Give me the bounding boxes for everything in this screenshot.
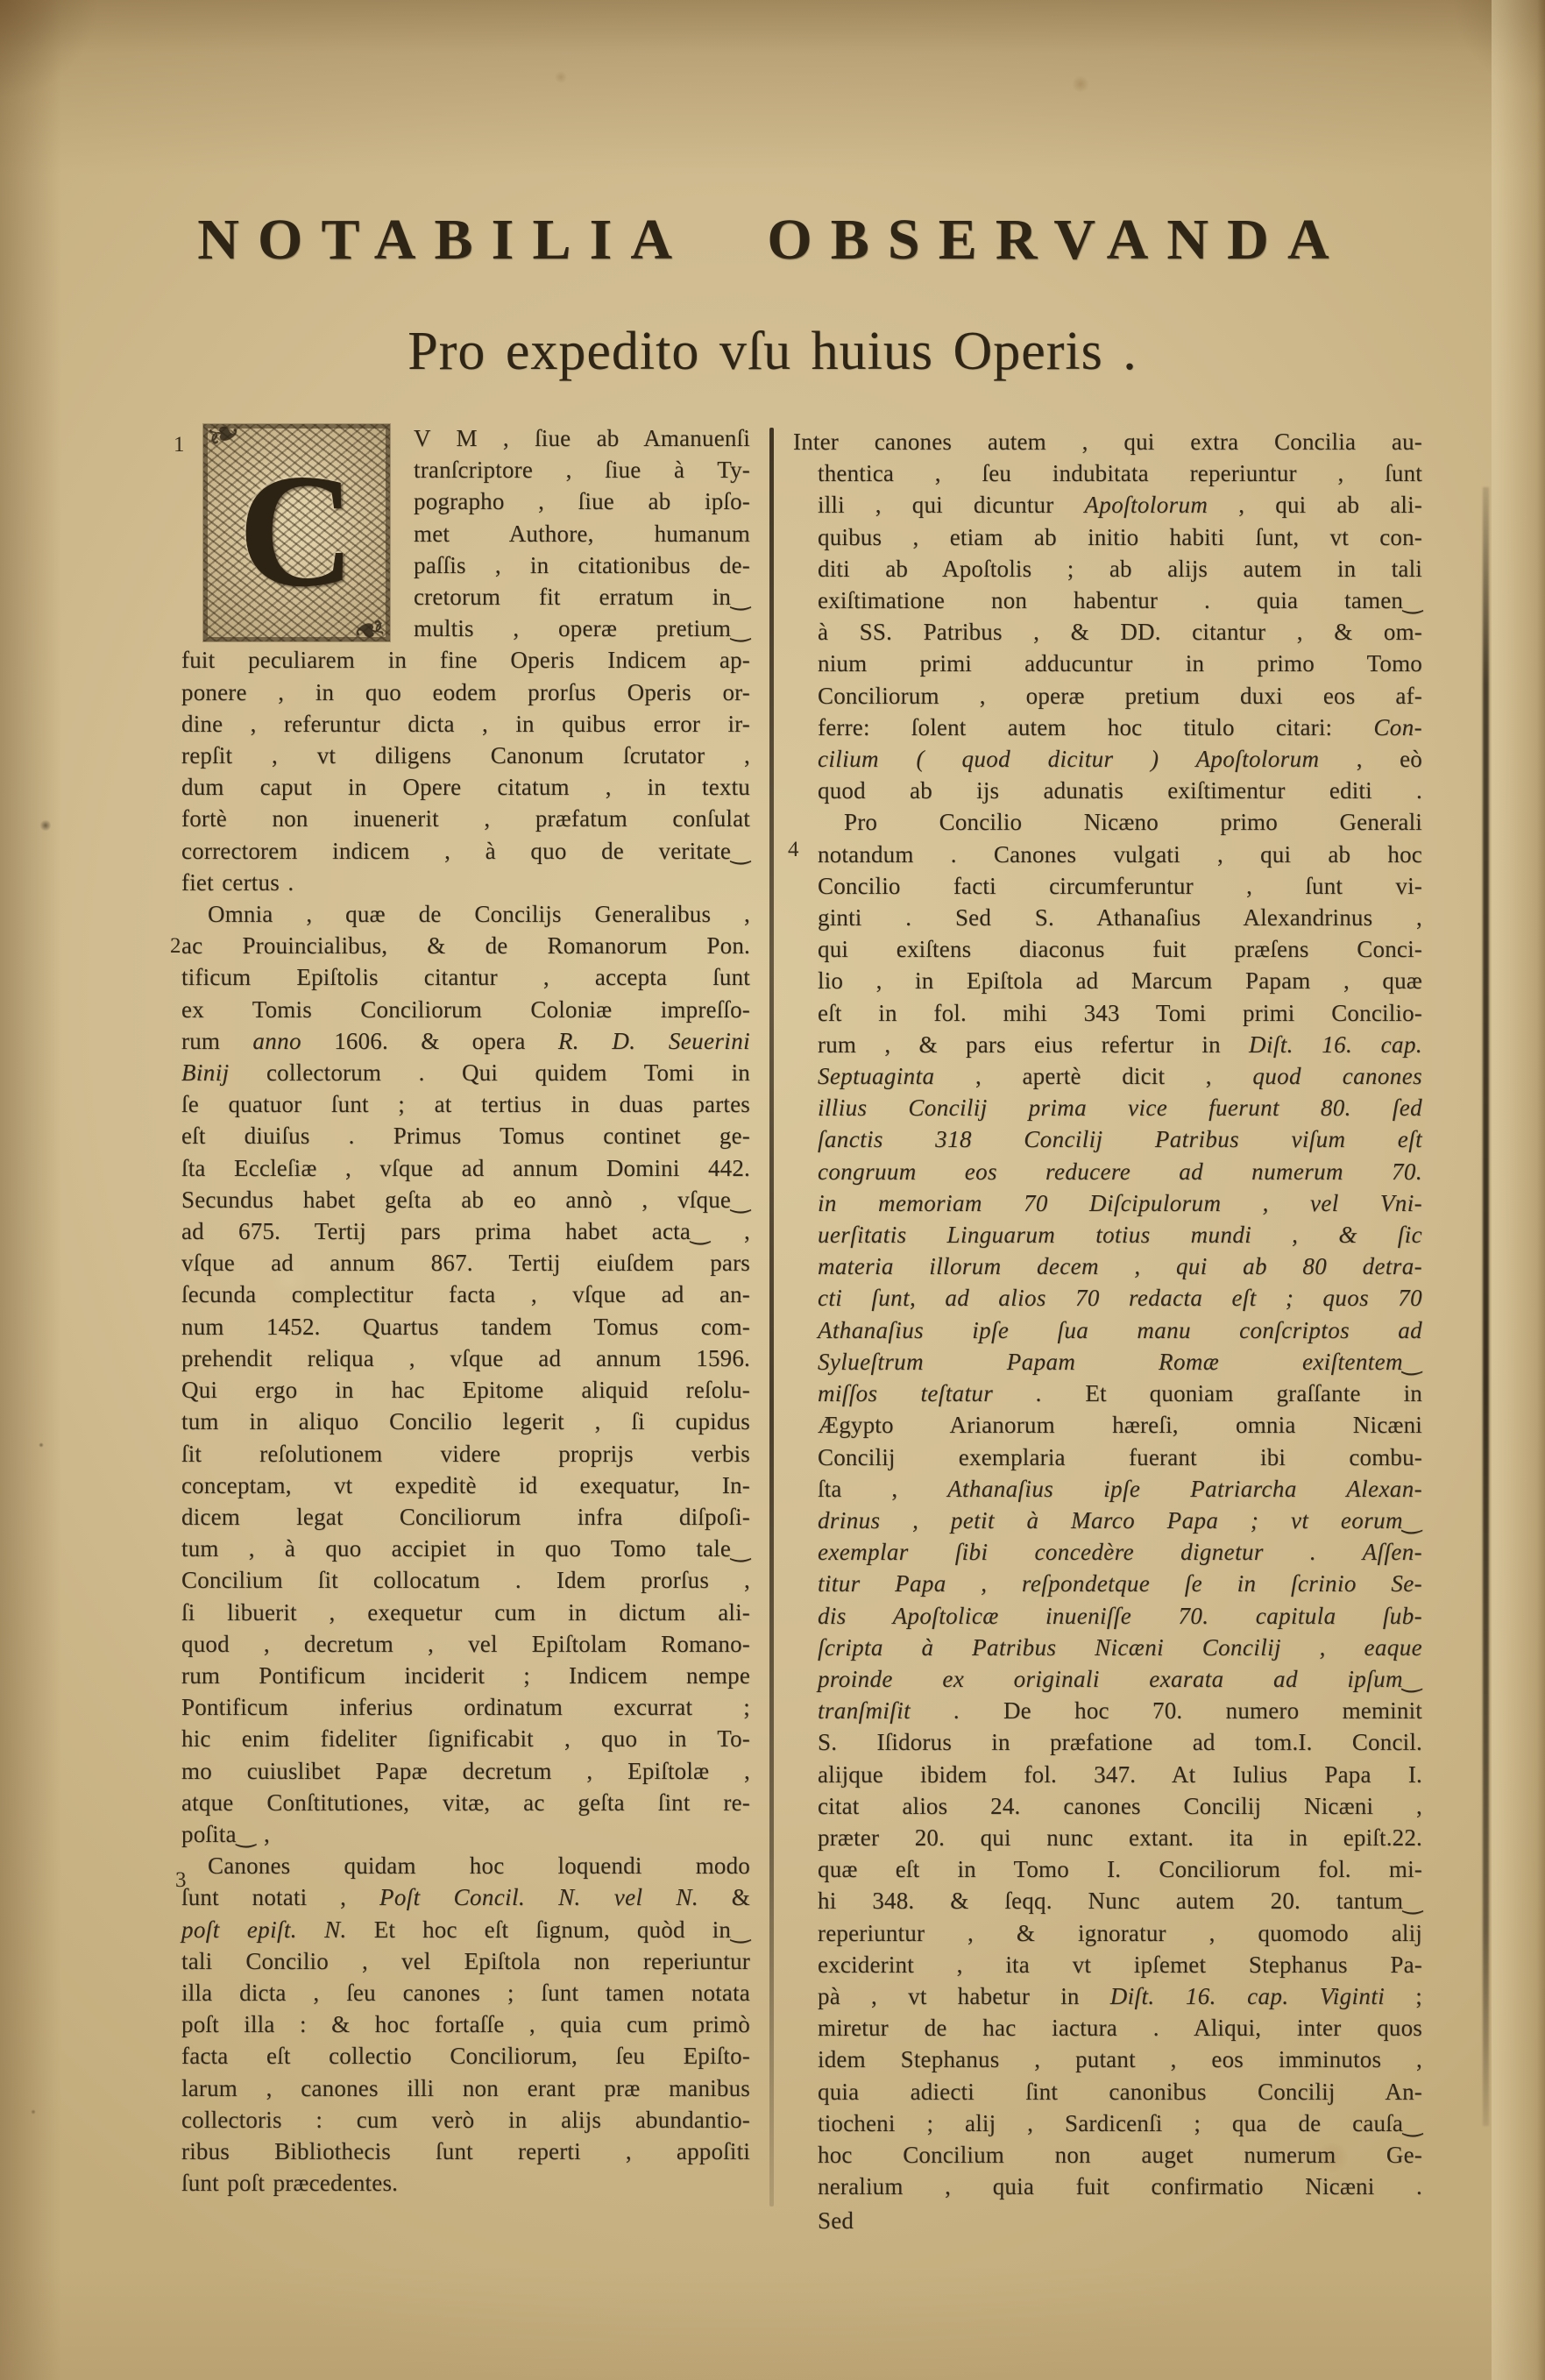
foliage-ornament-icon: ❧ — [345, 602, 393, 657]
text-line: collectoris : cum verò in alijs abundantio- — [181, 2106, 750, 2133]
text-line: nium primi adducuntur in primo Tomo — [818, 650, 1422, 677]
text-line: rum Pontificum inciderit ; Indicem nempe — [181, 1661, 750, 1689]
text-line: exiſtimatione non habentur . quia tamen‿ — [818, 587, 1422, 614]
text-line: illa dicta , ſeu canones ; ſunt tamen notata — [181, 1979, 750, 2006]
text-line: præter 20. qui nunc extant. ita in epiſt.22. — [818, 1824, 1422, 1851]
paragraph-number: 3 — [175, 1868, 187, 1892]
drop-cap-letter: C — [237, 441, 356, 621]
text-line: ginti . Sed S. Athanaſius Alexandrinus , — [818, 904, 1422, 931]
text-line: ſcripta à Patribus Nicæni Concilij , eaque — [818, 1633, 1422, 1661]
page-edge-line — [1483, 487, 1489, 2126]
text-line: Concilium ſit collocatum . Idem prorſus , — [181, 1567, 750, 1594]
text-line: exciderint , ita vt ipſemet Stephanus Pa- — [818, 1951, 1422, 1978]
text-line: S. Iſidorus in præfatione ad tom.I. Concil. — [818, 1729, 1422, 1756]
text-line: rum , & pars eius refertur in Diſt. 16. cap. — [818, 1031, 1422, 1058]
paragraph-number: 4 — [788, 838, 799, 861]
text-line: cilium ( quod dicitur ) Apoſtolorum , eò — [818, 746, 1423, 773]
text-line: poſt epiſt. N. Et hoc eſt ſignum, quòd in‿ — [181, 1916, 750, 1943]
text-line: à SS. Patribus , & DD. citantur , & om- — [818, 619, 1422, 646]
text-line: tiocheni ; alij , Sardicenſi ; qua de cauſa‿ — [818, 2109, 1422, 2136]
text-line: atque Conſtitutiones, vitæ, ac geſta ſint re- — [181, 1789, 750, 1816]
text-line: ex Tomis Conciliorum Coloniæ impreſſo- — [181, 995, 750, 1023]
text-line: Conciliorum , operæ pretium duxi eos af- — [818, 682, 1422, 709]
text-line: Binij collectorum . Qui quidem Tomi in — [181, 1059, 750, 1087]
column-divider-rule — [769, 428, 774, 2206]
text-line: alijque ibidem fol. 347. At Iulius Papa I. — [818, 1760, 1422, 1788]
right-column — [793, 426, 1423, 2237]
text-line: ſta Eccleſiæ , vſque ad annum Domini 442. — [181, 1154, 750, 1181]
text-line: pà , vt habetur in Diſt. 16. cap. Viginti ; — [818, 1982, 1422, 2009]
text-line: Inter canones autem , qui extra Concilia au- — [793, 429, 1422, 455]
text-line: diti ab Apoſtolis ; ab alijs autem in tali — [818, 555, 1422, 582]
text-line: tranſmiſit . De hoc 70. numero meminit — [818, 1697, 1422, 1725]
text-line: multis , operæ pretium‿ — [414, 615, 750, 642]
text-line: repſit , vt diligens Canonum ſcrutator , — [181, 742, 750, 769]
text-line: hoc Concilium non auget numerum Ge- — [818, 2141, 1422, 2168]
text-line: hi 348. & ſeqq. Nunc autem 20. tantum‿ — [818, 1888, 1422, 1915]
text-line: miretur de hac iactura . Aliqui, inter quos — [818, 2015, 1422, 2042]
text-line: cti ſunt, ad alios 70 redacta eſt ; quos 70 — [818, 1285, 1422, 1312]
text-line: num 1452. Quartus tandem Tomus com- — [181, 1313, 750, 1340]
text-line: ſit reſolutionem videre proprijs verbis — [181, 1440, 750, 1467]
text-line: quibus , etiam ab initio habiti ſunt, vt con- — [818, 523, 1422, 550]
page-subtitle: Pro expedito vſu huius Operis . — [408, 322, 1137, 381]
text-line: ſunt poſt præcedentes. — [181, 2170, 399, 2197]
text-line: V M , ſiue ab Amanuenſi — [414, 425, 750, 451]
text-line: drinus , petit à Marco Papa ; vt eorum‿ — [818, 1506, 1422, 1534]
text-line: quod , decretum , vel Epiſtolam Romano- — [181, 1630, 750, 1657]
text-line: quod ab ijs adunatis exiſtimentur editi . — [818, 777, 1422, 804]
text-line: Sylueſtrum Papam Romæ exiſtentem‿ — [818, 1348, 1422, 1375]
text-line: ſunt notati , Poſt Concil. N. vel N. & — [181, 1884, 751, 1911]
text-line: dine , referuntur dicta , in quibus error ir- — [181, 710, 750, 737]
text-line: ſanctis 318 Concilij Patribus viſum eſt — [818, 1126, 1422, 1153]
text-line: vſque ad annum 867. Tertij eiuſdem pars — [181, 1250, 750, 1277]
text-line: Athanaſius ipſe ſua manu conſcriptos ad — [818, 1316, 1422, 1343]
title-word-1: NOTABILIA — [197, 208, 691, 272]
text-line: fuit peculiarem in fine Operis Indicem ap- — [181, 647, 750, 674]
text-line: eſt diuiſus . Primus Tomus continet ge- — [181, 1123, 750, 1150]
text-line: notandum . Canones vulgati , qui ab hoc — [818, 840, 1422, 868]
text-line: ſe quatuor ſunt ; at tertius in duas partes — [181, 1091, 750, 1118]
text-line: ferre: ſolent autem hoc titulo citari: Con- — [818, 713, 1422, 740]
text-line: reperiuntur , & ignoratur , quomodo alij — [818, 1919, 1422, 1946]
text-line: tum , à quo accipiet in quo Tomo tale‿ — [181, 1535, 750, 1562]
text-line: tum in aliquo Concilio legerit , ſi cupidus — [181, 1408, 750, 1435]
text-line: ad 675. Tertij pars prima habet acta‿ , — [181, 1218, 750, 1245]
text-line: dum caput in Opere citatum , in textu — [181, 774, 750, 801]
text-line: met Authore, humanum — [414, 520, 750, 547]
text-line: ſecunda complectitur facta , vſque ad an- — [181, 1281, 750, 1308]
text-line: larum , canones illi non erant præ manibus — [181, 2074, 750, 2101]
text-line: thentica , ſeu indubitata reperiuntur , ſunt — [818, 460, 1422, 487]
text-line: titur Papa , reſpondetque ſe in ſcrinio Se- — [818, 1570, 1422, 1597]
text-line: mo cuiuslibet Papæ decretum , Epiſtolæ , — [181, 1757, 750, 1784]
text-line: Ægypto Arianorum hæreſi, omnia Nicæni — [818, 1412, 1422, 1439]
text-line: facta eſt collectio Conciliorum, ſeu Epiſto- — [181, 2043, 750, 2070]
text-line: rum anno 1606. & opera R. D. Seuerini — [181, 1027, 750, 1054]
text-line: illi , qui dicuntur Apoſtolorum , qui ab ali- — [818, 492, 1422, 519]
text-line: Omnia , quæ de Concilijs Generalibus , — [208, 901, 750, 928]
text-line: prehendit reliqua , vſque ad annum 1596. — [181, 1344, 750, 1371]
text-line: tali Concilio , vel Epiſtola non reperiuntur — [181, 1947, 750, 1974]
text-line: ſta , Athanaſius ipſe Patriarcha Alexan- — [818, 1475, 1422, 1502]
paragraph-number: 2 — [170, 934, 181, 958]
text-line: lio , in Epiſtola ad Marcum Papam , quæ — [818, 967, 1422, 995]
text-line: eſt in fol. mihi 343 Tomi primi Concilio- — [818, 999, 1422, 1026]
text-line: idem Stephanus , putant , eos imminutos , — [818, 2046, 1422, 2073]
catchword: Sed — [818, 2207, 854, 2235]
text-line: Pontificum inferius ordinatum excurrat ; — [181, 1694, 750, 1721]
text-line: materia illorum decem , qui ab 80 detra- — [818, 1253, 1422, 1280]
text-line: fortè non inuenerit , præfatum conſulat — [181, 805, 750, 832]
text-line: congruum eos reducere ad numerum 70. — [818, 1158, 1422, 1185]
text-line: Secundus habet geſta ab eo annò , vſque‿ — [181, 1186, 750, 1213]
text-line: Canones quidam hoc loquendi modo — [208, 1852, 750, 1880]
text-line: correctorem indicem , à quo de veritate‿ — [181, 837, 750, 864]
text-line: miſſos teſtatur . Et quoniam graſſante in — [818, 1380, 1423, 1407]
text-line: pographo , ſiue ab ipſo- — [414, 488, 750, 515]
paragraph-number: 1 — [174, 433, 185, 457]
text-line: tranſcriptore , ſiue à Ty- — [414, 457, 750, 484]
drop-cap-initial — [200, 407, 393, 657]
text-line: ribus Bibliothecis ſunt reperti , appoſiti — [181, 2137, 750, 2164]
text-line: poſt illa : & hoc fortaſſe , quia cum primò — [181, 2011, 750, 2038]
page-title — [0, 207, 1545, 273]
foliage-ornament-icon: ❧ — [200, 407, 248, 462]
text-line: tificum Epiſtolis citantur , accepta ſunt — [181, 964, 750, 991]
text-line: Septuaginta , apertè dicit , quod canones — [818, 1063, 1422, 1090]
text-line: Concilij exemplaria fuerant ibi combu- — [818, 1443, 1422, 1470]
text-line: neralium , quia fuit confirmatio Nicæni . — [818, 2173, 1422, 2200]
text-line: citat alios 24. canones Concilij Nicæni , — [818, 1792, 1422, 1819]
text-line: Qui ergo in hac Epitome aliquid reſolu- — [181, 1377, 750, 1404]
text-line: ac Prouincialibus, & de Romanorum Pon. — [181, 932, 750, 960]
text-line: quæ eſt in Tomo I. Conciliorum fol. mi- — [818, 1856, 1422, 1883]
text-line: fiet certus . — [181, 868, 294, 896]
left-column — [181, 407, 751, 2199]
text-line: hic enim fideliter ſignificabit , quo in To- — [181, 1725, 750, 1753]
text-line: ſi libuerit , exequetur cum in dictum ali- — [181, 1598, 750, 1626]
text-line: illius Concilij prima vice fuerunt 80. ſed — [818, 1094, 1422, 1122]
text-line: Pro Concilio Nicæno primo Generali — [844, 809, 1422, 836]
text-line: Concilio facti circumferuntur , ſunt vi- — [818, 872, 1422, 899]
page-edge-strip — [1492, 0, 1545, 2380]
text-line: ponere , in quo eodem prorſus Operis or- — [181, 678, 750, 705]
text-line: quia adiecti ſint canonibus Concilij An- — [818, 2078, 1422, 2105]
text-line: conceptam, vt expeditè id exequatur, In- — [181, 1471, 750, 1498]
text-line: dicem legat Conciliorum infra diſpoſi- — [181, 1503, 750, 1530]
text-line: cretorum fit erratum in‿ — [414, 584, 750, 611]
text-line: exemplar ſibi concedère dignetur . Aſſen- — [818, 1539, 1422, 1566]
text-line: dis Apoſtolicæ inueniſſe 70. capitula ſub- — [818, 1602, 1422, 1629]
text-line: poſita‿ , — [181, 1820, 270, 1847]
title-word-2: OBSERVANDA — [767, 208, 1348, 272]
text-line: in memoriam 70 Diſcipulorum , vel Vni- — [818, 1189, 1422, 1216]
text-line: paſſis , in citationibus de- — [414, 551, 750, 578]
text-line: proinde ex originali exarata ad ipſum‿ — [818, 1665, 1422, 1692]
text-line: qui exiſtens diaconus fuit præſens Conci- — [818, 936, 1422, 963]
text-line: uerſitatis Linguarum totius mundi , & ſic — [818, 1222, 1422, 1249]
